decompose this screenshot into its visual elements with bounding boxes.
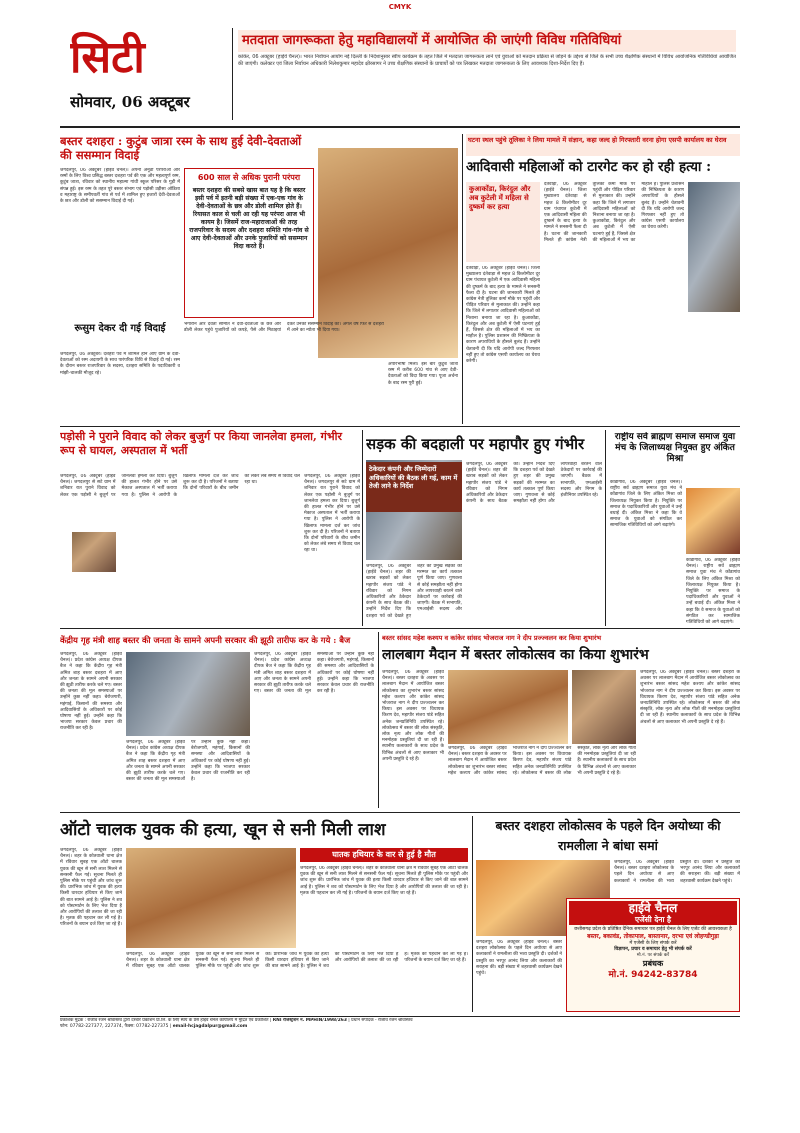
lokotsav-headline: लालबाग मैदान में बस्तर लोकोत्सव का किया शुभारंभ <box>382 647 649 663</box>
brahman-text: कोंडागांव, 06 अक्टूबर (हाईवे चैनल)। राष्ट्रीय सर्व ब्राह्मण समाज युवा मंच ने कोंडागांव जिले के लिए अंकित मिश्रा को जिलाध्यक्ष नियुक्त किया है। नियुक्ति पर समाज के पदाधिकारियों और युवाओं ने उन्हें बधाई दी। अंकित मिश्रा ने कहा कि वे समाज के युवाओं को संगठित कर सामाजिक गतिविधियों को आगे बढ़ाएंगे। <box>610 480 682 529</box>
auto-text-3: जगदलपुर, 06 अक्टूबर (हाईवे चैनल)। शहर के कोतवाली थाना क्षेत्र में रविवार सुबह एक ऑटो चालक युवक की खून से सनी लाश मिलने से सनसनी फैल गई। सूचना मिलते ही पुलिस मौके पर पहुंची और जांच शुरू की। प्रारंभिक जांच में युवक की हत्या किसी धारदार हथियार से किए जाने की बात सामने आई है। पुलिस ने शव को पोस्टमार्टम के लिए भेज दिया है और आरोपियों की तलाश की जा रही है। मृतक की पहचान कर ली गई है। परिजनों के बयान दर्ज किए जा रहे हैं। <box>126 952 468 970</box>
kutumb-column-text-2: अपरिभाषा मिला। इस बार कुटुंब जात्रा रस्म में करीब 600 गांव से आए देवी-देवताओं को विदा किया गया। पूजा अर्चना के बाद रस्म पूरी हुई। <box>388 362 458 386</box>
ad-note: में एजेंसी के लिए संपर्क करें <box>629 940 677 946</box>
kutumb-column-text: भंगारीन और देवता समिति ने देवी-देवताओं के छत्र और डोली लेकर पहुंचे पुजारियों को कपड़े, पैसे और मिठाइयां देकर उनकी ससम्मान विदाई की। अगले वर्ष फिर से दशहरा में आने का न्योता भी दिया गया। <box>184 322 384 334</box>
lokotsav-text-3: जगदलपुर, 06 अक्टूबर (हाईवे चैनल)। बस्तर दशहरा के अवसर पर लालबाग मैदान में आयोजित बस्तर लोकोत्सव का शुभारंभ बस्तर सांसद महेश कश्यप और कांकेर सांसद भोजराज नाग ने दीप प्रज्ज्वलन कर किया। इस अवसर पर विधायक किरण देव, महापौर संजय पांडे सहित अनेक जनप्रतिनिधि उपस्थित रहे। लोकोत्सव में बस्तर की लोक संस्कृति, लोक नृत्य और लोक गीतों की मनमोहक प्रस्तुतियां दी जा रही हैं। स्थानीय कलाकारों के साथ प्रदेश के विभिन्न अंचलों से आए कलाकार भी अपनी प्रस्तुति दे रहे हैं। <box>640 670 740 725</box>
ramleela-headline: बस्तर दशहरा लोकोत्सव के पहले दिन अयोध्या की रामलीला ने बांधा समां <box>495 818 721 853</box>
ad-brand-banner <box>569 901 737 925</box>
footer: प्रकाशक मुद्रक : राजीव रंजन श्रीवास्तव द्वारा दरबार प्रकाशन प्रा.लि. के लिए स्वयं के प्रेस हाईवे चैनल कार्यालय में मुद्रित एवं प्रकाशित | RNI रजिस्ट्रेशन न. MPHIN/1998/263 | प्रधान संपादक - राजीव रंजन श्रीवास्तव फोन: 07782-227377, 227374, फैक्स: 07782-227375 | email-hcjagdalpur@gmail.com <box>60 1018 413 1029</box>
lokotsav-photo-2 <box>572 670 636 744</box>
footer-publisher: प्रकाशक मुद्रक : राजीव रंजन श्रीवास्तव द्वारा दरबार प्रकाशन प्रा.लि. के लिए स्वयं के प्रेस हाईवे चैनल कार्यालय में मुद्रित एवं प्रकाशित <box>60 1018 269 1023</box>
padosi-photo <box>72 532 116 572</box>
kendriya-text-2: जगदलपुर, 06 अक्टूबर (हाईवे चैनल)। प्रदेश कांग्रेस अध्यक्ष दीपक बैज ने कहा कि केंद्रीय गृह मंत्री अमित शाह बस्तर दशहरा में आए और जनता के सामने अपनी सरकार की झूठी तारीफ करके चले गए। बस्तर की जनता की मूल समस्याओं पर उन्होंने कुछ नहीं कहा। बेरोजगारी, महंगाई, किसानों की समस्या और आदिवासियों के अधिकारों पर कोई घोषणा नहीं हुई। उन्होंने कहा कि भाजपा सरकार केवल प्रचार की राजनीति कर रही है। <box>126 740 250 783</box>
kutumb-subhead: रूसुम देकर दी गई विदाई <box>74 323 166 334</box>
auto-photo <box>126 848 296 948</box>
brahman-headline: राष्ट्रीय सर्व ब्राह्मण समाज समाज युवा मंच के जिलाध्यक्ष नियुक्त हुए अंकित मिश्रा <box>614 432 736 464</box>
tulika-sidebar: कुआकोंडा, किरंदुल और अब कुटेली में महिला से दुष्कर्म कर हत्या <box>466 182 540 262</box>
ad-tagline: एजेंसी देना है <box>634 915 672 924</box>
auto-text: जगदलपुर, 06 अक्टूबर (हाईवे चैनल)। शहर के कोतवाली थाना क्षेत्र में रविवार सुबह एक ऑटो चालक युवक की खून से सनी लाश मिलने से सनसनी फैल गई। सूचना मिलते ही पुलिस मौके पर पहुंची और जांच शुरू की। प्रारंभिक जांच में युवक की हत्या किसी धारदार हथियार से किए जाने की बात सामने आई है। पुलिस ने शव को पोस्टमार्टम के लिए भेज दिया है और आरोपियों की तलाश की जा रही है। मृतक की पहचान कर ली गई है। परिजनों के बयान दर्ज किए जा रहे हैं। <box>60 848 122 928</box>
ad-cta: विज्ञापन, प्रचार व समाचार हेतु भी संपर्क करें <box>614 946 692 952</box>
lokotsav-text: जगदलपुर, 06 अक्टूबर (हाईवे चैनल)। बस्तर दशहरा के अवसर पर लालबाग मैदान में आयोजित बस्तर लोकोत्सव का शुभारंभ बस्तर सांसद महेश कश्यप और कांकेर सांसद भोजराज नाग ने दीप प्रज्ज्वलन कर किया। इस अवसर पर विधायक किरण देव, महापौर संजय पांडे सहित अनेक जनप्रतिनिधि उपस्थित रहे। लोकोत्सव में बस्तर की लोक संस्कृति, लोक नृत्य और लोक गीतों की मनमोहक प्रस्तुतियां दी जा रही हैं। स्थानीय कलाकारों के साथ प्रदेश के विभिन्न अंचलों से आए कलाकार भी अपनी प्रस्तुति दे रहे हैं। <box>382 670 444 762</box>
ad-places: बस्तर, बकावंड, तोकापाल, बास्तानार, दरभा एवं लोहण्डीगुड़ा <box>587 933 719 940</box>
lokotsav-kicker: बस्तर सांसद महेश कश्यप व कांकेर सांसद भोजराज नाग ने दीप प्रज्ज्वलन कर किया शुभारंभ <box>382 634 602 642</box>
cmyk-mark: CMYK <box>388 3 412 11</box>
agency-ad <box>566 898 740 1012</box>
ad-body: छत्तीसगढ़ प्रदेश के प्रतिष्ठित दैनिक समाचार पत्र हाईवे चैनल के लिए एजेंट की आवश्यकता है <box>574 927 732 932</box>
footer-phone: फोन: 07782-227377, 227374, फैक्स: 07782-227375 <box>60 1024 169 1029</box>
padosi-text-2: जगदलपुर, 06 अक्टूबर (हाईवे चैनल)। जगदलपुर से सटे ग्राम में शनिवार रात पुराने विवाद को लेकर एक पड़ोसी ने बुजुर्ग पर जानलेवा हमला कर दिया। बुजुर्ग की हालत गंभीर होने पर उसे मेकाज अस्पताल में भर्ती कराया गया है। पुलिस ने आरोपी के खिलाफ मामला दर्ज कर जांच शुरू कर दी है। परिजनों ने बताया कि दोनों परिवारों के बीच जमीन को लेकर लंबे समय से विवाद चल रहा था। <box>304 474 360 554</box>
brahman-photo <box>686 488 740 554</box>
kutumb-subtext: जगदलपुर, 06 अक्टूबर। दशहरा पर्व में शामिल होने आए ग्राम के देवी-देवताओं को रस्म अदायगी के साथ पारंपरिक विधि से विदाई दी गई। रस्म के दौरान बस्तर राजपरिवार के सदस्य, दशहरा समिति के पदाधिकारी व मांझी-चालकी मौजूद रहे। <box>60 352 180 376</box>
tulika-kicker: घटना स्थल पहुंचे तूलिका ने लिया मामले में संज्ञान, कहा जल्द हो गिरफ्तारी वरना होगा एसपी कार्यालय का घेराव <box>466 134 740 156</box>
kutumb-headline: बस्तर दशहरा : कुटुंब जात्रा रस्म के साथ हुई देवी-देवताओं की ससम्मान विदाई <box>60 134 302 162</box>
auto-text-2: जगदलपुर, 06 अक्टूबर (हाईवे चैनल)। शहर के कोतवाली थाना क्षेत्र में रविवार सुबह एक ऑटो चालक युवक की खून से सनी लाश मिलने से सनसनी फैल गई। सूचना मिलते ही पुलिस मौके पर पहुंची और जांच शुरू की। प्रारंभिक जांच में युवक की हत्या किसी धारदार हथियार से किए जाने की बात सामने आई है। पुलिस ने शव को पोस्टमार्टम के लिए भेज दिया है और आरोपियों की तलाश की जा रही है। मृतक की पहचान कर ली गई है। परिजनों के बयान दर्ज किए जा रहे हैं। <box>300 866 468 896</box>
lead-text: कांकेर, 06 अक्टूबर (हाईवे चैनल)। भारत निर्वाचन आयोग नई दिल्ली के निर्देशानुसार स्वीप कार्यक्रम के तहत जिले में मतदाता जागरूकता लाने एवं युवाओं को मतदान प्रक्रिया से जोड़ने के उद्देश्य से जिले के सभी उच्च शैक्षणिक संस्थानों में विविध आयोजनिक गतिविधियां आयोजित की जाएंगी। कलेक्टर एवं जिला निर्वाचन अधिकारी निलेशकुमार महादेव क्षीरसागर ने उच्च शैक्षणिक संस्थानों के प्राचार्यों को पत्र लिखकर मतदाता जागरूकता के लिए आवश्यक दिशा-निर्देश दिए हैं। <box>238 54 736 68</box>
ad-phone: मो.नं. 94242-83784 <box>608 969 698 980</box>
padosi-headline: पड़ोसी ने पुराने विवाद को लेकर बुजुर्ग पर किया जानलेवा हमला, गंभीर रूप से घायल, अस्पताल में भर्ती <box>60 430 342 457</box>
auto-kicker: घातक हथियार के वार से हुई है मौत <box>300 848 468 862</box>
ramleela-text: जगदलपुर, 06 अक्टूबर (हाईवे चैनल)। बस्तर दशहरा लोकोत्सव के पहले दिन अयोध्या से आए कलाकारों ने रामलीला की भव्य प्रस्तुति दी। दर्शकों ने प्रस्तुति का भरपूर आनंद लिया और कलाकारों की सराहना की। बड़ी संख्या में शहरवासी कार्यक्रम देखने पहुंचे। <box>614 860 740 884</box>
kendriya-text: जगदलपुर, 06 अक्टूबर (हाईवे चैनल)। प्रदेश कांग्रेस अध्यक्ष दीपक बैज ने कहा कि केंद्रीय गृह मंत्री अमित शाह बस्तर दशहरा में आए और जनता के सामने अपनी सरकार की झूठी तारीफ करके चले गए। बस्तर की जनता की मूल समस्याओं पर उन्होंने कुछ नहीं कहा। बेरोजगारी, महंगाई, किसानों की समस्या और आदिवासियों के अधिकारों पर कोई घोषणा नहीं हुई। उन्होंने कहा कि भाजपा सरकार केवल प्रचार की राजनीति कर रही है। <box>60 652 122 732</box>
kutumb-sidebar-text: बस्तर दशहरा की सबसे खास बात यह है कि बस्तर इसी पर्व में इतनी बड़ी संख्या में एक-एक गांव के देवी-देवताओं के छत्र और डोली शामिल होते हैं। रियासत काल से चली आ रही यह परंपरा आज भी कायम है। जिसमें राज-महाराजाओं की तरह राजपरिवार के सदस्य और दशहरा समिति गांव-गांव से आए देवी-देवताओं और उनके पुजारियों को ससम्मान विदा करते हैं। <box>189 187 309 250</box>
sadak-sidebar: ठेकेदार कंपनी और जिम्मेदारों अधिकारियों की बैठक ली गई, काम में तेजी लाने के निर्देश <box>366 462 462 512</box>
kendriya-text-3: जगदलपुर, 06 अक्टूबर (हाईवे चैनल)। प्रदेश कांग्रेस अध्यक्ष दीपक बैज ने कहा कि केंद्रीय गृह मंत्री अमित शाह बस्तर दशहरा में आए और जनता के सामने अपनी सरकार की झूठी तारीफ करके चले गए। बस्तर की जनता की मूल समस्याओं पर उन्होंने कुछ नहीं कहा। बेरोजगारी, महंगाई, किसानों की समस्या और आदिवासियों के अधिकारों पर कोई घोषणा नहीं हुई। उन्होंने कहा कि भाजपा सरकार केवल प्रचार की राजनीति कर रही है। <box>254 652 374 695</box>
kutumb-sidebar <box>184 168 314 318</box>
sadak-headline: सड़क की बदहाली पर महापौर हुए गंभीर <box>366 435 585 453</box>
masthead-title: सिटी <box>70 32 145 83</box>
brahman-text-2: कोंडागांव, 06 अक्टूबर (हाईवे चैनल)। राष्ट्रीय सर्व ब्राह्मण समाज युवा मंच ने कोंडागांव जिले के लिए अंकित मिश्रा को जिलाध्यक्ष नियुक्त किया है। नियुक्ति पर समाज के पदाधिकारियों और युवाओं ने उन्हें बधाई दी। अंकित मिश्रा ने कहा कि वे समाज के युवाओं को संगठित कर सामाजिक गतिविधियों को आगे बढ़ाएंगे। <box>686 558 740 626</box>
sadak-text-2: जगदलपुर, 06 अक्टूबर (हाईवे चैनल)। शहर की खराब सड़कों को लेकर महापौर संजय पांडे ने रविवार को निगम अधिकारियों और ठेकेदार कंपनी के साथ बैठक की। उन्होंने निर्देश दिए कि दशहरा पर्व को देखते हुए शहर की प्रमुख सड़कों की मरम्मत का कार्य तत्काल पूर्ण किया जाए। गुणवत्ता से कोई समझौता नहीं होगा और लापरवाही बरतने वाले ठेकेदारों पर कार्रवाई की जाएगी। बैठक में सभापति, एमआईसी सदस्य और <box>366 564 462 619</box>
sadak-text: जगदलपुर, 06 अक्टूबर (हाईवे चैनल)। शहर की खराब सड़कों को लेकर महापौर संजय पांडे ने रविवार को निगम अधिकारियों और ठेकेदार कंपनी के साथ बैठक की। उन्होंने निर्देश दिए कि दशहरा पर्व को देखते हुए शहर की प्रमुख सड़कों की मरम्मत का कार्य तत्काल पूर्ण किया जाए। गुणवत्ता से कोई समझौता नहीं होगा और लापरवाही बरतने वाले ठेकेदारों पर कार्रवाई की जाएगी। बैठक में सभापति, एमआईसी सदस्य और निगम के इंजीनियर उपस्थित रहे। <box>466 462 602 505</box>
kutumb-text: जगदलपुर, 06 अक्टूबर (हाईवे चैनल)। अपनी अनूठी परंपराओं और रस्मों के लिए विश्व प्रसिद्ध बस्तर दशहरा पर्व की एक और महत्वपूर्ण रस्म, कुटुंब जात्रा, रविवार को स्थानीय महात्मा गांधी स्कूल परिसर के गुड़ी में संपन्न हुई। इस रस्म के तहत पूरे बस्तर संभाग एवं पड़ोसी उड़ीसा ओडिशा व महाराष्ट्र के समीपवर्ती गांव से पर्व में शामिल हुए हजारों देवी-देवताओं के छत्र और डोली को ससम्मान विदाई दी गई। <box>60 168 180 205</box>
kendriya-headline: केंद्रीय गृह मंत्री शाह बस्तर की जनता के सामने अपनी सरकार की झूठी तारीफ कर के गये : बैज <box>60 635 351 645</box>
kendriya-photo <box>126 652 250 736</box>
footer-email: email-hcjagdalpur@gmail.com <box>172 1024 248 1029</box>
ad-contact-label: प्रबंधक <box>642 958 664 968</box>
footer-editor: प्रधान संपादक - राजीव रंजन श्रीवास्तव <box>351 1018 413 1023</box>
lead-headline: मतदाता जागरूकता हेतु महाविद्यालयों में आयोजित की जाएंगी विविध गतिविधियां <box>238 30 736 52</box>
footer-rni: RNI रजिस्ट्रेशन न. MPHIN/1998/263 <box>272 1018 347 1023</box>
ad-sub: मो.नं. पर संपर्क करें <box>636 952 670 958</box>
tulika-text-2: दंतेवाड़ा, 06 अक्टूबर (हाईवे चैनल)। जिला मुख्यालय दंतेवाड़ा से महज 8 किलोमीटर दूर ग्राम पंचायत कुटेली में एक आदिवासी महिला की दुष्कर्म के बाद हत्या के मामले ने सनसनी फैला दी है। घटना की जानकारी मिलते ही कांग्रेस नेत्री तूलिका कर्मा मौके पर पहुंचीं और पीड़ित परिवार से मुलाकात की। उन्होंने कहा कि जिले में लगातार आदिवासी महिलाओं को निशाना बनाया जा रहा है। कुआकोंडा, किरंदुल और अब कुटेली में ऐसी घटनाएं हुई हैं, जिससे क्षेत्र की महिलाओं में भय का माहौल है। पुलिस प्रशासन की निष्क्रियता के कारण अपराधियों के हौसले बुलंद हैं। उन्होंने चेतावनी दी कि यदि आरोपी जल्द गिरफ्तार नहीं हुए तो कांग्रेस एसपी कार्यालय का घेराव करेगी। <box>466 266 540 365</box>
lokotsav-text-2: जगदलपुर, 06 अक्टूबर (हाईवे चैनल)। बस्तर दशहरा के अवसर पर लालबाग मैदान में आयोजित बस्तर लोकोत्सव का शुभारंभ बस्तर सांसद महेश कश्यप और कांकेर सांसद भोजराज नाग ने दीप प्रज्ज्वलन कर किया। इस अवसर पर विधायक किरण देव, महापौर संजय पांडे सहित अनेक जनप्रतिनिधि उपस्थित रहे। लोकोत्सव में बस्तर की लोक संस्कृति, लोक नृत्य और लोक गीतों की मनमोहक प्रस्तुतियां दी जा रही हैं। स्थानीय कलाकारों के साथ प्रदेश के विभिन्न अंचलों से आए कलाकार भी अपनी प्रस्तुति दे रहे हैं। <box>448 746 636 776</box>
lokotsav-photo <box>448 670 568 744</box>
masthead-date: सोमवार, 06 अक्टूबर <box>70 93 190 111</box>
kutumb-sidebar-title: 600 साल से अधिक पुरानी परंपरा <box>197 173 301 182</box>
tulika-headline: आदिवासी महिलाओं को टारगेट कर हो रही हत्या : <box>466 159 712 175</box>
auto-headline: ऑटो चालक युवक की हत्या, खून से सनी मिली लाश <box>60 820 386 840</box>
ramleela-text-2: जगदलपुर, 06 अक्टूबर (हाईवे चैनल)। बस्तर दशहरा लोकोत्सव के पहले दिन अयोध्या से आए कलाकारों ने रामलीला की भव्य प्रस्तुति दी। दर्शकों ने प्रस्तुति का भरपूर आनंद लिया और कलाकारों की सराहना की। बड़ी संख्या में शहरवासी कार्यक्रम देखने पहुंचे। <box>476 940 562 977</box>
tulika-photo <box>688 182 740 312</box>
ad-brand: हाईवे चैनल <box>628 901 678 915</box>
padosi-text: जगदलपुर, 06 अक्टूबर (हाईवे चैनल)। जगदलपुर से सटे ग्राम में शनिवार रात पुराने विवाद को लेकर एक पड़ोसी ने बुजुर्ग पर जानलेवा हमला कर दिया। बुजुर्ग की हालत गंभीर होने पर उसे मेकाज अस्पताल में भर्ती कराया गया है। पुलिस ने आरोपी के खिलाफ मामला दर्ज कर जांच शुरू कर दी है। परिजनों ने बताया कि दोनों परिवारों के बीच जमीन को लेकर लंबे समय से विवाद चल रहा था। <box>60 474 300 498</box>
tulika-text: दंतेवाड़ा, 06 अक्टूबर (हाईवे चैनल)। जिला मुख्यालय दंतेवाड़ा से महज 8 किलोमीटर दूर ग्राम पंचायत कुटेली में एक आदिवासी महिला की दुष्कर्म के बाद हत्या के मामले ने सनसनी फैला दी है। घटना की जानकारी मिलते ही कांग्रेस नेत्री तूलिका कर्मा मौके पर पहुंचीं और पीड़ित परिवार से मुलाकात की। उन्होंने कहा कि जिले में लगातार आदिवासी महिलाओं को निशाना बनाया जा रहा है। कुआकोंडा, किरंदुल और अब कुटेली में ऐसी घटनाएं हुई हैं, जिससे क्षेत्र की महिलाओं में भय का माहौल है। पुलिस प्रशासन की निष्क्रियता के कारण अपराधियों के हौसले बुलंद हैं। उन्होंने चेतावनी दी कि यदि आरोपी जल्द गिरफ्तार नहीं हुए तो कांग्रेस एसपी कार्यालय का घेराव करेगी। <box>544 182 684 243</box>
